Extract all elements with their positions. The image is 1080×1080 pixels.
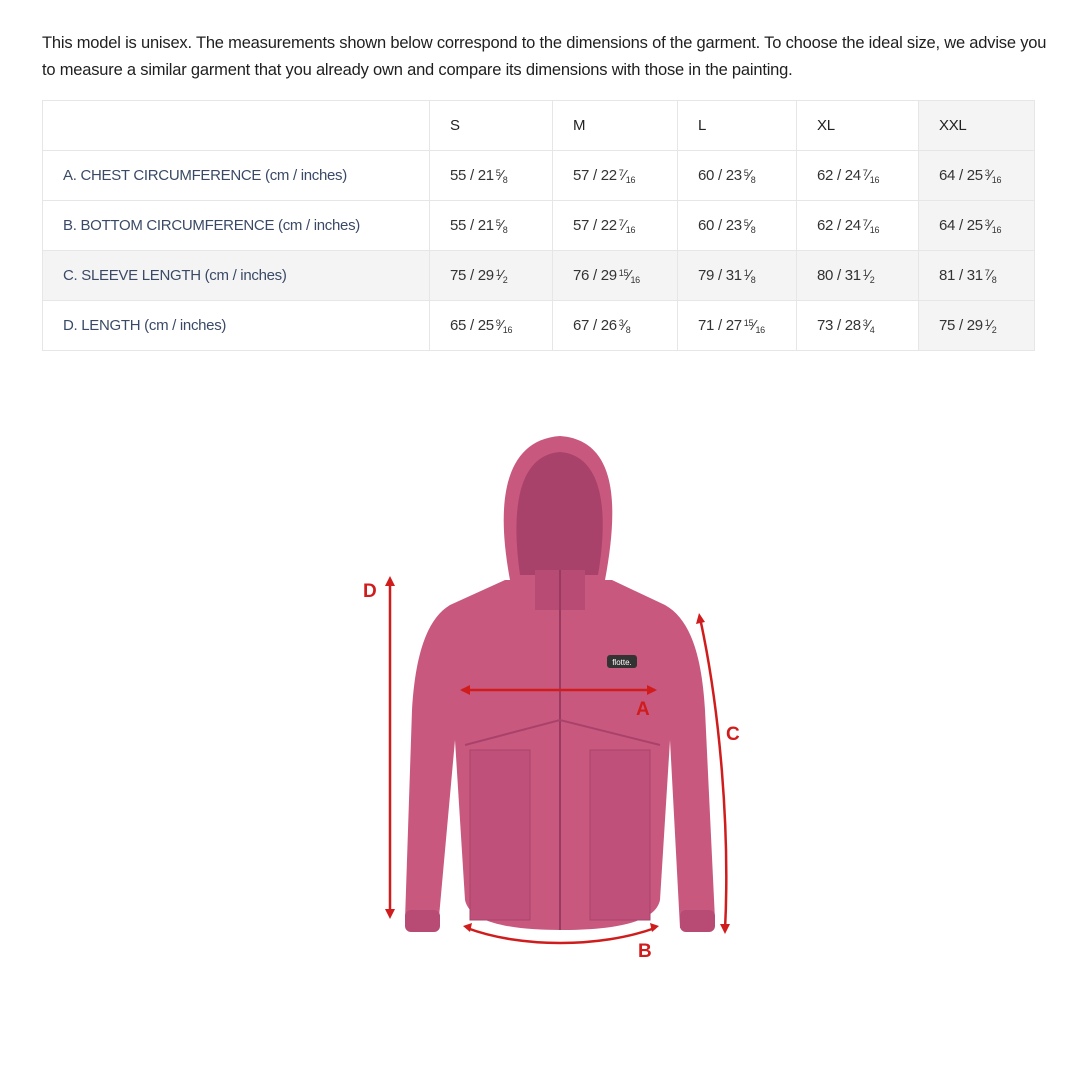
cm-value: 62 — [817, 166, 834, 184]
fraction-numerator: 1 — [743, 267, 749, 278]
inch-value: 25 — [477, 316, 494, 334]
fraction-denominator: 8 — [502, 174, 508, 185]
fraction-denominator: 4 — [869, 324, 875, 335]
fraction-denominator: 8 — [750, 274, 756, 285]
label-a: A — [636, 699, 650, 720]
measurement-value: 73 / 28 $^3⁄_4$ — [797, 301, 919, 351]
fraction-denominator: 2 — [869, 274, 875, 285]
measurement-value: 64 / 25 $^3⁄_{16}$ — [919, 201, 1035, 251]
inch-value: 22 — [600, 166, 617, 184]
cm-value: 67 — [573, 316, 590, 334]
inch-fraction: $^7⁄_{16}$ — [618, 216, 636, 235]
cm-value: 57 — [573, 166, 590, 184]
inch-fraction: $^7⁄_8$ — [984, 266, 997, 285]
inch-value: 22 — [600, 216, 617, 234]
fraction-denominator: 8 — [625, 324, 631, 335]
inch-fraction: $^9⁄_{16}$ — [495, 316, 513, 335]
measurement-value: 76 / 29 $^{15}⁄_{16}$ — [553, 251, 678, 301]
measurement-value: 81 / 31 $^7⁄_8$ — [919, 251, 1035, 301]
fraction-numerator: 1 — [862, 267, 868, 278]
fraction-numerator: 1 — [984, 317, 990, 328]
intro-text: This model is unisex. The measurements shown below correspond to the dimensions of the garment. To choose the ideal size, we advise you to measure a similar garment that you already own and compare its dimensions with those in the painting. — [42, 34, 1047, 79]
cm-value: 64 — [939, 166, 956, 184]
fraction-denominator: 8 — [750, 224, 756, 235]
measurement-row — [43, 301, 1035, 351]
inch-fraction: $^3⁄_4$ — [862, 316, 875, 335]
fraction-denominator: 8 — [750, 174, 756, 185]
cm-value: 65 — [450, 316, 467, 334]
inch-fraction: $^1⁄_2$ — [984, 316, 997, 335]
measurement-value: 80 / 31 $^1⁄_2$ — [797, 251, 919, 301]
measurement-value: 55 / 21 $^5⁄_8$ — [430, 201, 553, 251]
inch-fraction: $^5⁄_8$ — [495, 216, 508, 235]
cm-value: 81 — [939, 266, 956, 284]
inch-fraction: $^5⁄_8$ — [495, 166, 508, 185]
inch-fraction: $^1⁄_8$ — [743, 266, 756, 285]
measurement-label: C. SLEEVE LENGTH (cm / inches) — [43, 251, 430, 301]
inch-value: 31 — [966, 266, 983, 284]
inch-value: 27 — [725, 316, 742, 334]
cm-value: 62 — [817, 216, 834, 234]
inch-value: 29 — [477, 266, 494, 284]
fraction-denominator: 16 — [991, 224, 1002, 235]
cm-value: 57 — [573, 216, 590, 234]
jacket-illustration — [405, 436, 715, 932]
measurement-value: 64 / 25 $^3⁄_{16}$ — [919, 151, 1035, 201]
fraction-denominator: 8 — [502, 224, 508, 235]
inch-value: 29 — [600, 266, 617, 284]
cm-value: 75 — [939, 316, 956, 334]
measurement-value: 75 / 29 $^1⁄_2$ — [919, 301, 1035, 351]
inch-value: 29 — [966, 316, 983, 334]
fraction-numerator: 5 — [495, 167, 501, 178]
measurement-value: 62 / 24 $^7⁄_{16}$ — [797, 151, 919, 201]
inch-value: 31 — [844, 266, 861, 284]
cm-value: 76 — [573, 266, 590, 284]
size-table — [42, 100, 1035, 351]
fraction-denominator: 16 — [755, 324, 765, 335]
measurement-value: 60 / 23 $^5⁄_8$ — [678, 151, 797, 201]
fraction-denominator: 16 — [869, 174, 880, 185]
fraction-denominator: 16 — [502, 324, 513, 335]
fraction-denominator: 8 — [991, 274, 997, 285]
inch-fraction: $^5⁄_8$ — [743, 166, 756, 185]
measurement-value: 75 / 29 $^1⁄_2$ — [430, 251, 553, 301]
fraction-numerator: 15 — [618, 267, 629, 278]
size-header: XXL — [919, 101, 1035, 151]
cm-value: 64 — [939, 216, 956, 234]
inch-fraction: $^1⁄_2$ — [862, 266, 875, 285]
measurement-label: A. CHEST CIRCUMFERENCE (cm / inches) — [43, 151, 430, 201]
header-empty — [43, 101, 430, 151]
cm-value: 55 — [450, 216, 467, 234]
label-d: D — [363, 581, 377, 602]
inch-value: 23 — [725, 216, 742, 234]
fraction-denominator: 16 — [625, 224, 636, 235]
fraction-numerator: 3 — [984, 217, 990, 228]
cm-value: 75 — [450, 266, 467, 284]
measurement-value: 62 / 24 $^7⁄_{16}$ — [797, 201, 919, 251]
inch-value: 21 — [477, 216, 494, 234]
inch-value: 23 — [725, 166, 742, 184]
inch-value: 26 — [600, 316, 617, 334]
measurement-value: 67 / 26 $^3⁄_8$ — [553, 301, 678, 351]
measurement-value: 65 / 25 $^9⁄_{16}$ — [430, 301, 553, 351]
size-header: M — [553, 101, 678, 151]
label-b: B — [638, 941, 652, 962]
inch-value: 24 — [844, 166, 861, 184]
cm-value: 73 — [817, 316, 834, 334]
inch-fraction: $^5⁄_8$ — [743, 216, 756, 235]
inch-fraction: $^{15}⁄_{16}$ — [618, 266, 640, 285]
measurement-value: 79 / 31 $^1⁄_8$ — [678, 251, 797, 301]
measurement-value: 71 / 27 $^{15}⁄_{16}$ — [678, 301, 797, 351]
fraction-numerator: 7 — [618, 167, 624, 178]
inch-value: 31 — [725, 266, 742, 284]
fraction-numerator: 5 — [495, 217, 501, 228]
fraction-numerator: 5 — [743, 217, 749, 228]
fraction-numerator: 1 — [495, 267, 501, 278]
inch-fraction: $^3⁄_{16}$ — [984, 216, 1002, 235]
inch-value: 25 — [966, 216, 983, 234]
fraction-numerator: 3 — [984, 167, 990, 178]
cm-value: 60 — [698, 216, 715, 234]
brand-logo: flotte. — [612, 658, 632, 667]
fraction-denominator: 16 — [991, 174, 1002, 185]
fraction-denominator: 16 — [869, 224, 880, 235]
fraction-numerator: 3 — [862, 317, 868, 328]
inch-fraction: $^{15}⁄_{16}$ — [743, 316, 765, 335]
cm-value: 60 — [698, 166, 715, 184]
inch-value: 21 — [477, 166, 494, 184]
measurement-value: 60 / 23 $^5⁄_8$ — [678, 201, 797, 251]
cm-value: 80 — [817, 266, 834, 284]
cm-value: 71 — [698, 316, 715, 334]
size-header: L — [678, 101, 797, 151]
fraction-numerator: 3 — [618, 317, 624, 328]
fraction-numerator: 15 — [743, 317, 754, 328]
fraction-numerator: 9 — [495, 317, 501, 328]
inch-value: 28 — [844, 316, 861, 334]
label-c: C — [726, 724, 740, 745]
jacket-diagram — [320, 410, 760, 970]
measurement-row — [43, 251, 1035, 301]
measurement-label: D. LENGTH (cm / inches) — [43, 301, 430, 351]
inch-fraction: $^7⁄_{16}$ — [618, 166, 636, 185]
fraction-numerator: 7 — [862, 167, 868, 178]
measurement-value: 55 / 21 $^5⁄_8$ — [430, 151, 553, 201]
cm-value: 55 — [450, 166, 467, 184]
fraction-denominator: 16 — [630, 274, 640, 285]
measurement-value: 57 / 22 $^7⁄_{16}$ — [553, 201, 678, 251]
size-header: XL — [797, 101, 919, 151]
inch-fraction: $^1⁄_2$ — [495, 266, 508, 285]
measurement-label: B. BOTTOM CIRCUMFERENCE (cm / inches) — [43, 201, 430, 251]
inch-fraction: $^7⁄_{16}$ — [862, 216, 880, 235]
inch-fraction: $^3⁄_8$ — [618, 316, 631, 335]
inch-fraction: $^7⁄_{16}$ — [862, 166, 880, 185]
fraction-denominator: 2 — [502, 274, 508, 285]
fraction-denominator: 2 — [991, 324, 997, 335]
measurement-row — [43, 201, 1035, 251]
fraction-numerator: 5 — [743, 167, 749, 178]
fraction-numerator: 7 — [862, 217, 868, 228]
inch-value: 25 — [966, 166, 983, 184]
fraction-numerator: 7 — [984, 267, 990, 278]
measurement-row — [43, 151, 1035, 201]
cm-value: 79 — [698, 266, 715, 284]
inch-value: 24 — [844, 216, 861, 234]
arrow-b — [467, 928, 655, 943]
size-header-row — [43, 101, 1035, 151]
fraction-denominator: 16 — [625, 174, 636, 185]
inch-fraction: $^3⁄_{16}$ — [984, 166, 1002, 185]
size-header: S — [430, 101, 553, 151]
fraction-numerator: 7 — [618, 217, 624, 228]
measurement-value: 57 / 22 $^7⁄_{16}$ — [553, 151, 678, 201]
